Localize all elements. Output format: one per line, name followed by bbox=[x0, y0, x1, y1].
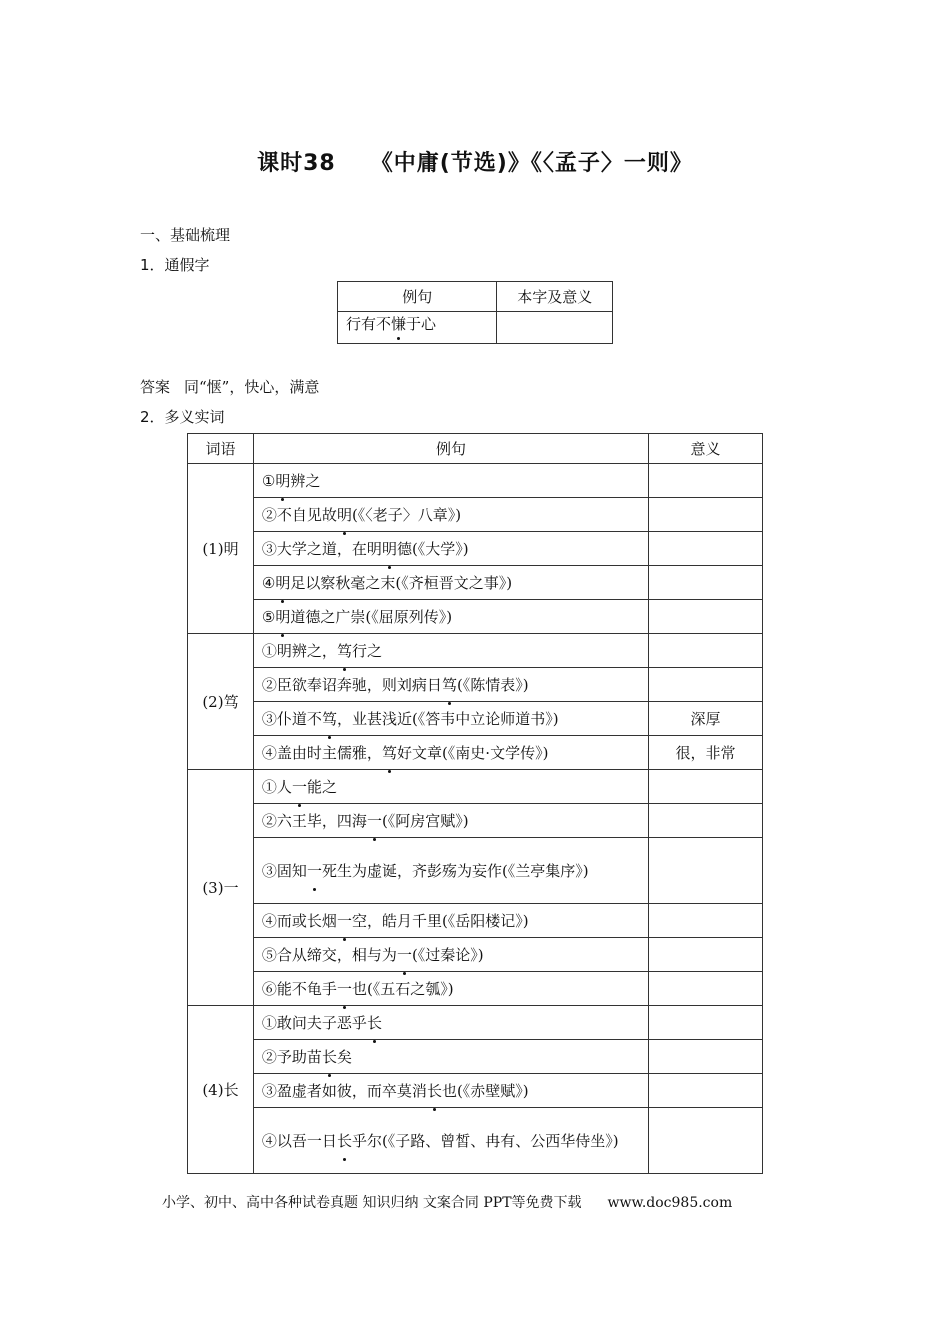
example-text: 足以察秋毫之末(《齐桓晋文之事》) bbox=[290, 573, 513, 592]
meaning-cell bbox=[649, 498, 763, 532]
example-cell bbox=[253, 600, 648, 634]
table-row bbox=[188, 804, 763, 838]
example-text: 能之 bbox=[306, 777, 337, 796]
key-char: 笃 bbox=[442, 669, 457, 701]
example-text: (《过秦论》) bbox=[411, 945, 484, 964]
key-char: 一 bbox=[307, 855, 322, 887]
header-meaning: 意义 bbox=[649, 434, 763, 464]
item-heading-tongjia: 1．通假字 bbox=[140, 256, 210, 274]
meaning-cell bbox=[649, 634, 763, 668]
example-text: 道德之广崇(《屈原列传》) bbox=[290, 607, 453, 626]
meaning-cell bbox=[649, 770, 763, 804]
meaning-cell: 很，非常 bbox=[649, 736, 763, 770]
key-char: 笃 bbox=[382, 737, 397, 769]
header-original-meaning: 本字及意义 bbox=[497, 282, 613, 312]
example-text: 空，皓月千里(《岳阳楼记》) bbox=[351, 911, 529, 930]
item-heading-duoyi: 2．多义实词 bbox=[140, 408, 225, 426]
meaning-cell bbox=[649, 668, 763, 702]
table-row bbox=[188, 498, 763, 532]
example-text: 乎尔(《子路、曾皙、冉有、公西华侍坐》) bbox=[351, 1131, 619, 1150]
answer-line bbox=[140, 376, 319, 397]
example-text: (《〈老子〉八章》) bbox=[351, 505, 462, 524]
example-cell bbox=[253, 736, 648, 770]
example-text: (《陈情表》) bbox=[456, 675, 529, 694]
example-text: 德(《大学》) bbox=[396, 539, 469, 558]
answer-text: 同“惬”，快心，满意 bbox=[184, 378, 320, 396]
key-char: 长 bbox=[322, 1041, 337, 1073]
key-char: 笃 bbox=[322, 703, 337, 735]
example-text: 好文章(《南史·文学传》) bbox=[396, 743, 549, 762]
header-example: 例句 bbox=[338, 282, 497, 312]
meaning-cell bbox=[649, 938, 763, 972]
key-char: 明 bbox=[275, 601, 290, 633]
example-text: ④ bbox=[261, 573, 276, 592]
example-text: ③盈虚者如彼，而卒莫消 bbox=[261, 1081, 427, 1100]
key-char: 慊 bbox=[391, 312, 406, 336]
example-cell bbox=[253, 668, 648, 702]
answer-label: 答案 bbox=[140, 378, 171, 396]
example-cell bbox=[253, 838, 648, 904]
word-cell: (4)长 bbox=[188, 1006, 254, 1174]
tongjia-table bbox=[337, 281, 613, 344]
example-cell bbox=[253, 1074, 648, 1108]
meaning-cell bbox=[649, 838, 763, 904]
table-row bbox=[188, 938, 763, 972]
example-text: ③大学之道，在明 bbox=[261, 539, 382, 558]
example-cell bbox=[253, 566, 648, 600]
word-cell: (3)一 bbox=[188, 770, 254, 1006]
example-text: ①敢问夫子恶乎 bbox=[261, 1013, 367, 1032]
table-row bbox=[188, 770, 763, 804]
table-row bbox=[188, 1040, 763, 1074]
meaning-cell bbox=[649, 972, 763, 1006]
example-text: ②六王毕，四海 bbox=[261, 811, 367, 830]
meaning-cell: 深厚 bbox=[649, 702, 763, 736]
key-char: 一 bbox=[397, 939, 412, 971]
tongjia-example-cell: 行有不慊于心 bbox=[338, 312, 497, 344]
meaning-cell bbox=[649, 566, 763, 600]
example-text: ②臣欲奉诏奔驰，则刘病日 bbox=[261, 675, 442, 694]
meaning-cell bbox=[649, 1040, 763, 1074]
key-char: 一 bbox=[337, 905, 352, 937]
meaning-cell bbox=[649, 804, 763, 838]
table-row bbox=[188, 464, 763, 498]
table-row bbox=[188, 736, 763, 770]
meaning-cell bbox=[649, 904, 763, 938]
example-text: 辨之 bbox=[290, 471, 321, 490]
table-row bbox=[188, 702, 763, 736]
example-text: ⑥能不龟手 bbox=[261, 979, 337, 998]
example-text: 也(《赤壁赋》) bbox=[441, 1081, 529, 1100]
table-row bbox=[188, 1074, 763, 1108]
key-char: 明 bbox=[337, 499, 352, 531]
example-text: (《阿房宫赋》) bbox=[381, 811, 469, 830]
example-cell bbox=[253, 770, 648, 804]
example-text: ④而或长烟 bbox=[261, 911, 337, 930]
key-char: 一 bbox=[367, 805, 382, 837]
table-row bbox=[188, 1108, 763, 1174]
key-char: 长 bbox=[427, 1075, 442, 1107]
example-cell bbox=[253, 1108, 648, 1174]
example-text: 也(《五石之瓠》) bbox=[351, 979, 454, 998]
meaning-cell bbox=[649, 1006, 763, 1040]
key-char: 明 bbox=[382, 533, 397, 565]
example-cell bbox=[253, 464, 648, 498]
example-text: ⑤合从缔交，相与为 bbox=[261, 945, 397, 964]
table-row bbox=[188, 904, 763, 938]
example-text: ③仆道不 bbox=[261, 709, 322, 728]
footer-text: 小学、初中、高中各种试卷真题 知识归纳 文案合同 PPT等免费下载 bbox=[162, 1195, 582, 1211]
example-cell bbox=[253, 804, 648, 838]
key-char: 明 bbox=[275, 465, 290, 497]
section-heading-basics: 一、基础梳理 bbox=[140, 226, 231, 244]
example-text: ⑤ bbox=[261, 607, 276, 626]
footer bbox=[162, 1192, 732, 1212]
example-cell bbox=[253, 634, 648, 668]
example-cell bbox=[253, 972, 648, 1006]
meaning-cell bbox=[649, 1108, 763, 1174]
example-text: ① bbox=[261, 471, 276, 490]
example-text: 死生为虚诞，齐彭殇为妄作(《兰亭集序》) bbox=[321, 861, 589, 880]
word-cell: (1)明 bbox=[188, 464, 254, 634]
example-text: ③固知 bbox=[261, 861, 307, 880]
example-text: 矣 bbox=[336, 1047, 352, 1066]
key-char: 一 bbox=[292, 771, 307, 803]
example-text: ②予助苗 bbox=[261, 1047, 322, 1066]
table-row bbox=[188, 838, 763, 904]
key-char: 长 bbox=[367, 1007, 382, 1039]
example-cell bbox=[253, 938, 648, 972]
example-cell bbox=[253, 1040, 648, 1074]
meaning-cell bbox=[649, 464, 763, 498]
meaning-cell bbox=[649, 600, 763, 634]
key-char: 明 bbox=[275, 567, 290, 599]
example-cell bbox=[253, 498, 648, 532]
table-row bbox=[188, 600, 763, 634]
example-text: ，业甚浅近(《答韦中立论师道书》) bbox=[336, 709, 559, 728]
table-row bbox=[188, 532, 763, 566]
header-example: 例句 bbox=[253, 434, 648, 464]
example-cell bbox=[253, 532, 648, 566]
example-text: ④盖由时主儒雅， bbox=[261, 743, 382, 762]
example-text: ①人 bbox=[261, 777, 292, 796]
example-text: ①明辨之， bbox=[261, 641, 337, 660]
table-row bbox=[188, 1006, 763, 1040]
meaning-cell bbox=[497, 312, 613, 344]
page-title: 课时38 《中庸(节选)》《〈孟子〉一则》 bbox=[257, 151, 693, 176]
table-row bbox=[188, 972, 763, 1006]
example-text: ②不自见故 bbox=[261, 505, 337, 524]
key-char: 笃 bbox=[337, 635, 352, 667]
key-char: 长 bbox=[337, 1125, 352, 1157]
footer-url: www.doc985.com bbox=[607, 1195, 733, 1211]
table-row bbox=[188, 634, 763, 668]
example-text: ④以吾一日 bbox=[261, 1131, 337, 1150]
example-cell bbox=[253, 702, 648, 736]
example-cell bbox=[253, 1006, 648, 1040]
table-row bbox=[188, 668, 763, 702]
duoyi-table bbox=[187, 433, 763, 1174]
example-cell bbox=[253, 904, 648, 938]
meaning-cell bbox=[649, 1074, 763, 1108]
word-cell: (2)笃 bbox=[188, 634, 254, 770]
table-row bbox=[188, 566, 763, 600]
header-word: 词语 bbox=[188, 434, 254, 464]
key-char: 一 bbox=[337, 973, 352, 1005]
meaning-cell bbox=[649, 532, 763, 566]
example-text: 行之 bbox=[351, 641, 382, 660]
